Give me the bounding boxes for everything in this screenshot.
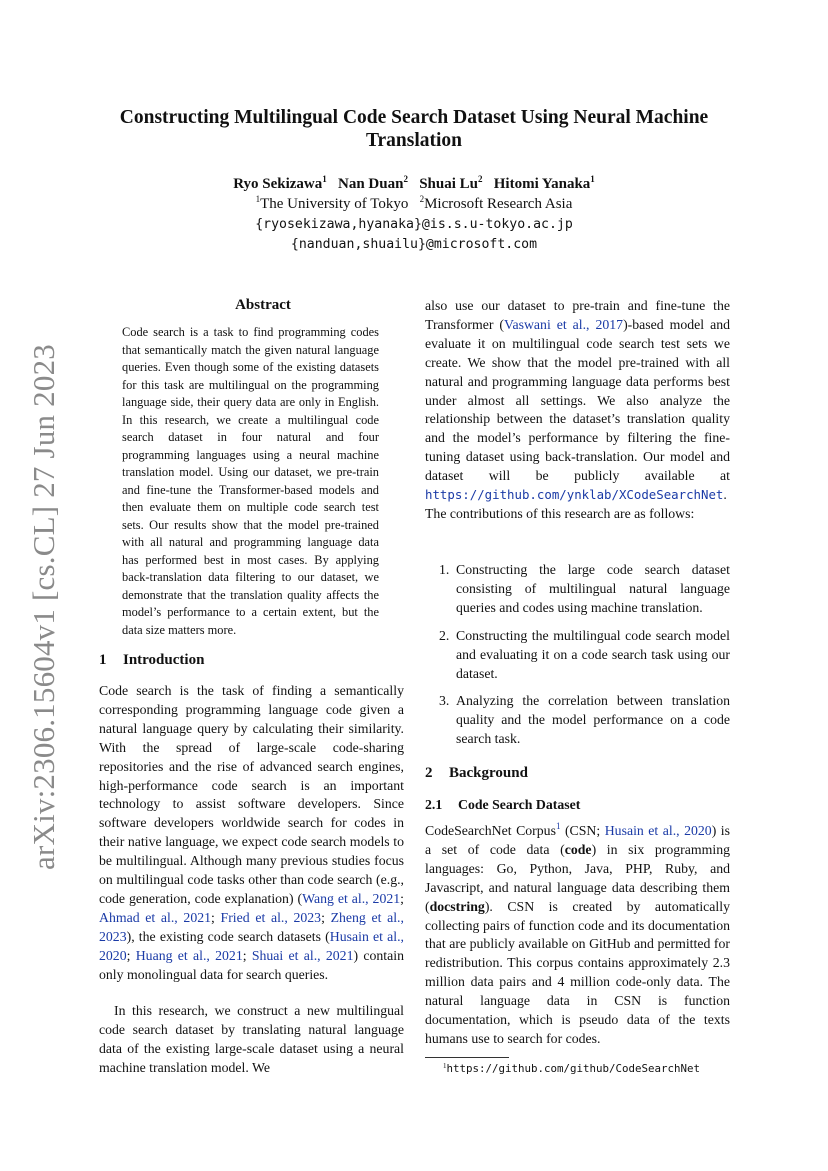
arxiv-identifier-stamp bbox=[14, 344, 74, 870]
citation-link[interactable]: Huang et al., 2021 bbox=[135, 947, 243, 963]
list-item bbox=[425, 561, 730, 618]
affiliation-mark: 1 bbox=[322, 174, 327, 184]
citation-link[interactable]: Vaswani et al., 2017 bbox=[504, 316, 624, 332]
text-run: CodeSearchNet Corpus bbox=[425, 823, 556, 838]
subsection-title: Code Search Dataset bbox=[458, 797, 581, 812]
author-name: Shuai Lu bbox=[419, 176, 478, 192]
repository-url-link[interactable]: https://github.com/ynklab/XCodeSearchNet bbox=[425, 487, 724, 503]
affiliation-mark: 2 bbox=[478, 174, 483, 184]
section-heading-background bbox=[425, 765, 528, 782]
citation-link[interactable]: Fried et al., 2023 bbox=[220, 909, 322, 925]
text-run: ) is a set of code data ( bbox=[425, 823, 730, 857]
bold-term: code bbox=[564, 841, 592, 857]
text-run: ) contain only monolingual data for search queries. bbox=[99, 947, 404, 982]
list-text: Analyzing the correlation between translation quality and the model performance on a code search task. bbox=[456, 693, 730, 747]
arxiv-id-text: arXiv:2306.15604v1 [cs.CL] 27 Jun 2023 bbox=[26, 344, 61, 870]
intro-paragraph-1-continued bbox=[425, 297, 730, 524]
citation-link[interactable]: Husain et al., 2020 bbox=[604, 823, 712, 838]
footnote-divider bbox=[425, 1057, 509, 1058]
affiliation-name: The University of Tokyo bbox=[260, 196, 409, 212]
author-name: Nan Duan bbox=[338, 176, 404, 192]
text-run: ) in six programming languages: Go, Python, Java, PHP, Ruby, and Javascript, and natural language data describing them ( bbox=[425, 841, 730, 914]
affiliation-number: 1 bbox=[255, 194, 261, 204]
section-title: Introduction bbox=[123, 652, 205, 668]
list-number: 1. bbox=[439, 562, 450, 577]
citation-link[interactable]: Husain et al., 2020 bbox=[99, 928, 404, 963]
section-heading-introduction bbox=[99, 652, 204, 669]
section-number: 2 bbox=[425, 765, 433, 781]
author-email: {ryosekizawa,hyanaka}@is.s.u-tokyo.ac.jp bbox=[255, 217, 573, 232]
section-number: 1 bbox=[99, 652, 107, 668]
list-number: 2. bbox=[439, 627, 450, 643]
abstract-heading: Abstract bbox=[235, 297, 291, 313]
citation-link[interactable]: Zheng et al., 2023 bbox=[99, 909, 404, 944]
text-run: Code search is the task of finding a semantically corresponding programming language code given a natural language query by calculating their similarity. With the spread of large-scale code-sharing repositories and the rise of advanced search engines, high-performance code search is an important technology to assist software developers. Since software developers worldwide search for codes in their native language, we expect code search models to be multilingual. Although many previous studies focus on multilingual code tasks other than code search (e.g., code generation, code explanation) ( bbox=[99, 683, 404, 906]
paper-title: Constructing Multilingual Code Search Dataset Using Neural Machine Translation bbox=[119, 107, 709, 151]
author-name: Hitomi Yanaka bbox=[493, 176, 591, 192]
affiliation-mark: 1 bbox=[590, 174, 595, 184]
list-number: 3. bbox=[439, 693, 450, 709]
text-run: also use our dataset to pre-train and fine-tune the Transformer ( bbox=[425, 298, 730, 332]
text-run: . The contributions of this research are as follows: bbox=[425, 487, 727, 521]
text-run: ), the existing code search datasets ( bbox=[126, 928, 330, 944]
list-text: Constructing the multilingual code search model and evaluating it on a code search task using our dataset. bbox=[456, 627, 730, 681]
affiliations bbox=[100, 196, 728, 213]
footnote-url-link[interactable]: https://github.com/github/CodeSearchNet bbox=[446, 1062, 701, 1075]
affiliation-number: 2 bbox=[419, 194, 425, 204]
author-email: {nanduan,shuailu}@microsoft.com bbox=[290, 237, 538, 252]
author-name: Ryo Sekizawa bbox=[233, 176, 323, 192]
text-run: ). CSN is created by automatically collecting pairs of function code and its documentation that are publicly available on GitHub and permitted for redistribution. This corpus contains approximately 2.3 million data pairs and 4 million code-only data. The natural language data in CSN is function documentation, which is pseudo data of the texts humans use to search for codes. bbox=[425, 898, 730, 1046]
abstract-text: Code search is a task to find programming codes that semantically match the given natural language queries. Even though some of the existing datasets for this task are multilingual on the programming language side, their query data are only in English. In this research, we create a multilingual code search dataset in four natural and four programming languages using a neural machine translation model. Using our dataset, we pre-train and fine-tune the Transformer-based models and then evaluate them on multiple code search test sets. Our results show that the model pre-trained with all natural and programming language data has performed best in most cases. By applying back-translation data filtering to our dataset, we demonstrate that the translation quality affects the model’s performance to a certain extent, but the data size matters more. bbox=[122, 325, 379, 637]
intro-paragraph-1: Code search is the task of finding a semantically corresponding programming language code given a natural language query by calculating their similarity. With the spread of large-scale code-sharing repositories and the rise of advanced search engines, high-performance code search is an important technology to assist software developers. Since software developers worldwide search for codes in their native language, we expect code search models to be multilingual. Although many previous studies focus on multilingual code tasks other than code search (e.g., code generation, code explanation) (Wang et al., 2021; Ahmad et al., 2021; Fried et al., 2023; Zheng et al., 2023), the existing code search datasets (Husain et al., 2020; Huang et al., 2021; Shuai et al., 2021) contain only monolingual data for search queries. bbox=[99, 683, 404, 982]
code-search-dataset-paragraph bbox=[425, 822, 730, 1049]
list-item bbox=[425, 692, 730, 749]
section-title: Background bbox=[449, 765, 528, 781]
intro-paragraph-2: In this research, we construct a new multilingual code search dataset by translating natural language data of the existing large-scale dataset using a neural machine translation model. We bbox=[99, 1003, 404, 1075]
footnote-mark[interactable]: 1 bbox=[555, 821, 561, 831]
list-item bbox=[425, 627, 730, 684]
citation-link[interactable]: Wang et al., 2021 bbox=[302, 890, 401, 906]
bold-term: docstring bbox=[429, 898, 485, 914]
list-text: Constructing the large code search dataset consisting of multilingual natural language queries and codes using machine translation. bbox=[456, 562, 730, 615]
contributions-list bbox=[425, 561, 730, 758]
author-list bbox=[100, 176, 728, 193]
text-run: (CSN; bbox=[560, 823, 605, 838]
footnote-number: 1 bbox=[443, 1062, 447, 1070]
text-run: )-based model and evaluate it on multilingual code search test sets we create. We show that the model pre-trained with all natural and programming language data performs best under almost all settings. We also analyze the relationship between the dataset’s translation quality and the model’s performance by filtering the fine-tuning dataset using back-translation. Our model and dataset will be publicly available at bbox=[425, 316, 730, 484]
subsection-heading-code-search-dataset bbox=[425, 797, 580, 813]
citation-link[interactable]: Ahmad et al., 2021 bbox=[99, 909, 212, 925]
affiliation-name: Microsoft Research Asia bbox=[424, 196, 573, 212]
subsection-number: 2.1 bbox=[425, 797, 443, 812]
footnote bbox=[443, 1062, 700, 1075]
affiliation-mark: 2 bbox=[403, 174, 408, 184]
citation-link[interactable]: Shuai et al., 2021 bbox=[251, 947, 354, 963]
